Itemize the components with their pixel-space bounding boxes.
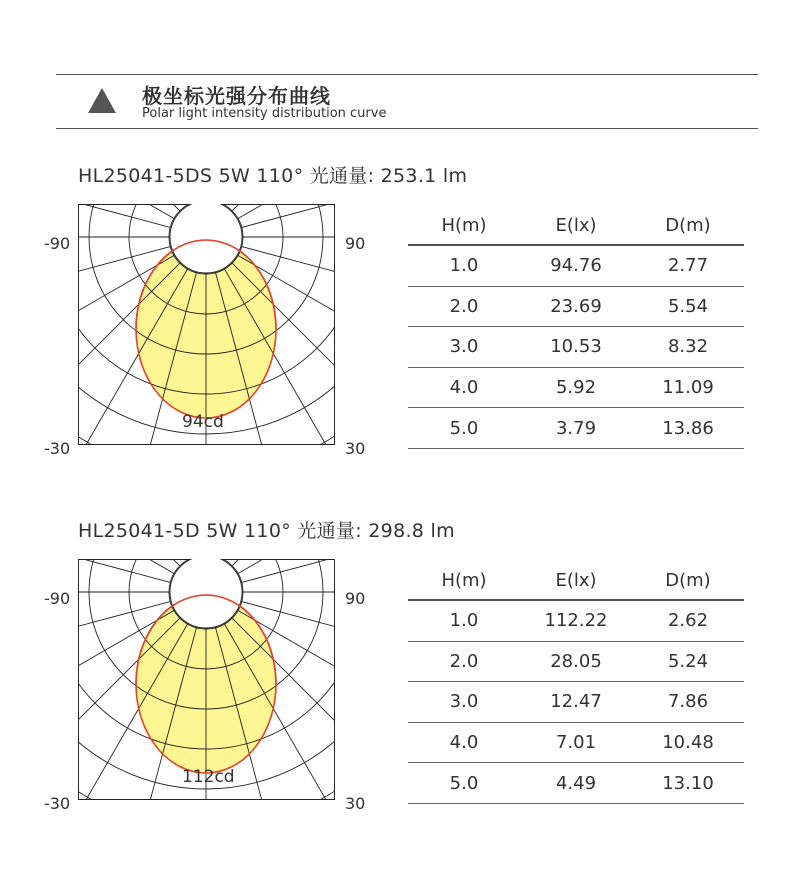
cell-h: 4.0	[449, 732, 479, 754]
table-row	[408, 601, 744, 642]
peak-intensity-label: 94cd	[182, 412, 224, 432]
cell-e: 5.92	[555, 377, 597, 399]
angle-label-top-right: 90	[345, 234, 366, 253]
luminaire-center-disk	[170, 204, 242, 273]
table-row	[408, 368, 744, 409]
cell-e: 7.01	[555, 732, 597, 754]
cell-d: 8.32	[667, 336, 709, 358]
table-row	[408, 763, 744, 804]
angle-label-top-left: -90	[44, 234, 71, 253]
header-d: D(m)	[665, 215, 711, 236]
angle-label-top-left: -90	[44, 589, 71, 608]
cell-e: 10.53	[550, 336, 602, 358]
header-rule-bottom	[56, 128, 758, 129]
illuminance-table	[408, 562, 744, 804]
cell-d: 5.24	[667, 650, 709, 672]
cell-e: 112.22	[544, 610, 608, 632]
table-row	[408, 408, 744, 449]
table-row	[408, 682, 744, 723]
triangle-icon	[88, 88, 116, 113]
luminaire-center-disk	[170, 559, 242, 628]
header-e: E(lx)	[555, 570, 597, 591]
table-row	[408, 327, 744, 368]
cell-h: 1.0	[449, 255, 479, 277]
product-heading: HL25041-5D 5W 110° 光通量: 298.8 lm	[78, 520, 455, 542]
cell-e: 28.05	[550, 650, 602, 672]
angle-label-bottom-left: -30	[44, 439, 71, 458]
cell-h: 2.0	[449, 295, 479, 317]
illuminance-table	[408, 207, 744, 449]
angle-label-bottom-right: 30	[345, 794, 366, 813]
header-e: E(lx)	[555, 215, 597, 236]
header-d: D(m)	[665, 570, 711, 591]
polar-grid-radial	[78, 559, 170, 582]
cell-d: 2.77	[667, 255, 709, 277]
product-section-1	[0, 155, 800, 495]
cell-h: 5.0	[449, 417, 479, 439]
polar-diagram-svg	[78, 204, 335, 445]
polar-diagram	[78, 559, 335, 800]
cell-h: 5.0	[449, 772, 479, 794]
cell-h: 3.0	[449, 336, 479, 358]
cell-d: 7.86	[667, 691, 709, 713]
cell-e: 12.47	[550, 691, 602, 713]
cell-d: 11.09	[662, 377, 714, 399]
cell-h: 3.0	[449, 691, 479, 713]
polar-grid-radial	[78, 204, 170, 227]
header-h: H(m)	[441, 570, 487, 591]
cell-d: 5.54	[667, 295, 709, 317]
product-section-2	[0, 510, 800, 850]
cell-d: 10.48	[662, 732, 714, 754]
table-header-row	[408, 207, 744, 246]
table-header-row	[408, 562, 744, 601]
table-row	[408, 246, 744, 287]
table-row	[408, 642, 744, 683]
header-rule-top	[56, 74, 758, 75]
table-row	[408, 723, 744, 764]
angle-label-bottom-right: 30	[345, 439, 366, 458]
cell-h: 1.0	[449, 610, 479, 632]
page-title-cn: 极坐标光强分布曲线	[142, 84, 331, 108]
product-heading: HL25041-5DS 5W 110° 光通量: 253.1 lm	[78, 165, 468, 187]
cell-d: 13.86	[662, 417, 714, 439]
polar-diagram-svg	[78, 559, 335, 800]
cell-e: 3.79	[555, 417, 597, 439]
angle-label-top-right: 90	[345, 589, 366, 608]
cell-d: 13.10	[662, 772, 714, 794]
header-h: H(m)	[441, 215, 487, 236]
cell-d: 2.62	[667, 610, 709, 632]
cell-e: 4.49	[555, 772, 597, 794]
page-title-en: Polar light intensity distribution curve	[142, 106, 387, 121]
cell-h: 4.0	[449, 377, 479, 399]
polar-diagram	[78, 204, 335, 445]
peak-intensity-label: 112cd	[182, 767, 235, 787]
cell-h: 2.0	[449, 650, 479, 672]
table-row	[408, 287, 744, 328]
cell-e: 23.69	[550, 295, 602, 317]
angle-label-bottom-left: -30	[44, 794, 71, 813]
cell-e: 94.76	[550, 255, 602, 277]
